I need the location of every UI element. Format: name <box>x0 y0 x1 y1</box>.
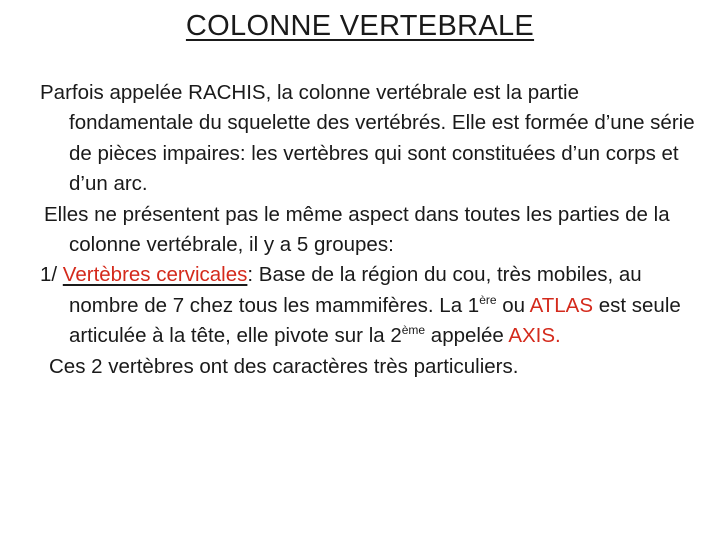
cervical-text-2: ou <box>496 293 530 317</box>
paragraph-groups-intro: Elles ne présentent pas le même aspect dans toutes les parties de la colonne vertébrale, il y a 5 groupes: <box>44 202 670 257</box>
paragraph-conclusion: Ces 2 vertèbres ont des caractères très particuliers. <box>49 354 519 378</box>
cervical-text-1: : Base de la région du cou, très mobiles, au nombre de 7 chez tous les mammifères. La 1 <box>69 263 642 317</box>
superscript-first: ère <box>479 292 497 307</box>
paragraph-cervical <box>40 260 705 351</box>
axis-term: AXIS. <box>508 324 561 348</box>
slide-title: COLONNE VERTEBRALE <box>185 10 535 42</box>
list-number: 1/ <box>40 263 63 287</box>
cervical-text-3: est seule articulée à la tête, elle pivote sur la 2 <box>69 293 681 348</box>
superscript-second: ème <box>401 323 426 338</box>
atlas-term: ATLAS <box>529 293 594 317</box>
paragraph-definition: Parfois appelée RACHIS, la colonne vertébrale est la partie fondamentale du squelette des vertébrés. Elle est formée d’une série de pièces impaires: les vertèbres qui sont constituées d’un corps et d’un arc. <box>40 81 695 196</box>
slide-body <box>40 78 705 382</box>
cervical-text-4: appelée <box>425 324 509 348</box>
cervical-term: Vertèbres cervicales <box>62 263 248 287</box>
